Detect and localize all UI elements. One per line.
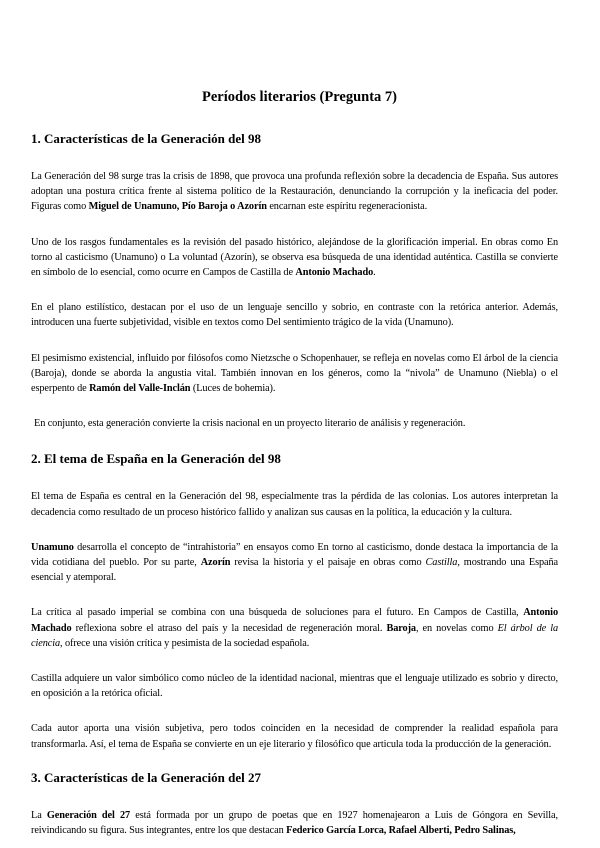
text: , ofrece una visión crítica y pesimista de la sociedad española. [60, 637, 310, 649]
paragraph [31, 540, 558, 586]
italic-text: Castilla [425, 557, 458, 569]
bold-text: Baroja [386, 622, 416, 634]
bold-text: Azorín [200, 557, 231, 569]
text: desarrolla el concepto de “intrahistoria” en ensayos como En torno al casticismo, donde destaca la importancia de la vida cotidiana del pueblo. Por su parte, [31, 541, 558, 569]
text: La [31, 809, 47, 821]
paragraph [31, 169, 558, 215]
bold-text: Miguel de Unamuno, Pío Baroja o Azorín [88, 201, 267, 213]
text: está formada por un grupo de poetas que en 1927 homenajearon a Luis de Góngora en Sevilla, reivindicando su figura. Sus integrantes, entre los que destacan [31, 809, 558, 837]
text: , en novelas como [415, 622, 498, 634]
section-heading-1: 1. Características de la Generación del 98 [31, 131, 261, 146]
bold-text: Ramón del Valle-Inclán [89, 383, 191, 395]
text: Uno de los rasgos fundamentales es la revisión del pasado histórico, alejándose de la glorificación imperial. En obras como En torno al casticismo (Unamuno) o La voluntad (Azorín), se observa esa búsqueda de una identidad auténtica. Castilla se convierte en símbolo de lo esencial, como ocurre en Campos de Castilla de [31, 236, 558, 279]
italic-text: El árbol de la ciencia [31, 622, 558, 649]
paragraph [31, 235, 558, 281]
text: La crítica al pasado imperial se combina con una búsqueda de soluciones para el futuro. En Campos de Castilla, [31, 607, 524, 619]
section-heading-3: 3. Características de la Generación del 27 [31, 769, 261, 785]
paragraph: Castilla adquiere un valor simbólico como núcleo de la identidad nacional, mientras que el lenguaje utilizado es sobrio y directo, en oposición a la retórica oficial. [31, 673, 558, 700]
paragraph [31, 605, 558, 651]
bold-text: Antonio Machado [31, 607, 558, 634]
text: revisa la historia y el paisaje en obras como [230, 557, 426, 569]
text: encarnan este espíritu regeneracionista. [266, 201, 428, 213]
bold-text: Federico García Lorca, Rafael Alberti, Pedro Salinas, [286, 825, 516, 837]
text: reflexiona sobre el atraso del país y la necesidad de regeneración moral. [71, 622, 387, 634]
paragraph [31, 351, 558, 397]
text: . [373, 267, 376, 279]
text: (Luces de bohemia). [190, 383, 276, 395]
text: El pesimismo existencial, influido por filósofos como Nietzsche o Schopenhauer, se refleja en novelas como El árbol de la ciencia (Baroja), donde se aborda la angustia vital. También innovan en los géneros, como la “nivola” de Unamuno (Niebla) o el esperpento de [31, 352, 558, 395]
section-heading-2: 2. El tema de España en la Generación del 98 [31, 451, 281, 467]
paragraph: En conjunto, esta generación convierte la crisis nacional en un proyecto literario de análisis y regeneración. [34, 418, 466, 430]
bold-text: Antonio Machado [295, 267, 374, 279]
paragraph: En el plano estilístico, destacan por el uso de un lenguaje sencillo y sobrio, en contraste con la retórica anterior. Además, introducen una fuerte subjetividad, visible en textos como Del sentimiento trágico de la vida (Unamuno). [31, 302, 558, 329]
bold-text: Unamuno [31, 541, 74, 553]
paragraph [31, 808, 558, 838]
paragraph: El tema de España es central en la Generación del 98, especialmente tras la pérdida de las colonias. Los autores interpretan la decadencia como resultado de un proceso histórico fallido y analizan sus causas en la política, la educación y la cultura. [31, 491, 558, 518]
text: , mostrando una España esencial y atemporal. [31, 557, 559, 584]
text: La Generación del 98 surge tras la crisis de 1898, que provoca una profunda reflexión sobre la decadencia de España. Sus autores adoptan una postura crítica frente al sistema político de la Restauración, denunciando la corrupción y la ineficacia del poder. Figuras como [31, 171, 558, 213]
bold-text: Generación del 27 [46, 809, 131, 821]
paragraph: Cada autor aporta una visión subjetiva, pero todos coinciden en la necesidad de comprender la realidad española para transformarla. Así, el tema de España se convierte en un eje literario y filosófico que articula toda la producción de la generación. [31, 723, 558, 750]
page-title: Períodos literarios (Pregunta 7) [201, 89, 398, 105]
